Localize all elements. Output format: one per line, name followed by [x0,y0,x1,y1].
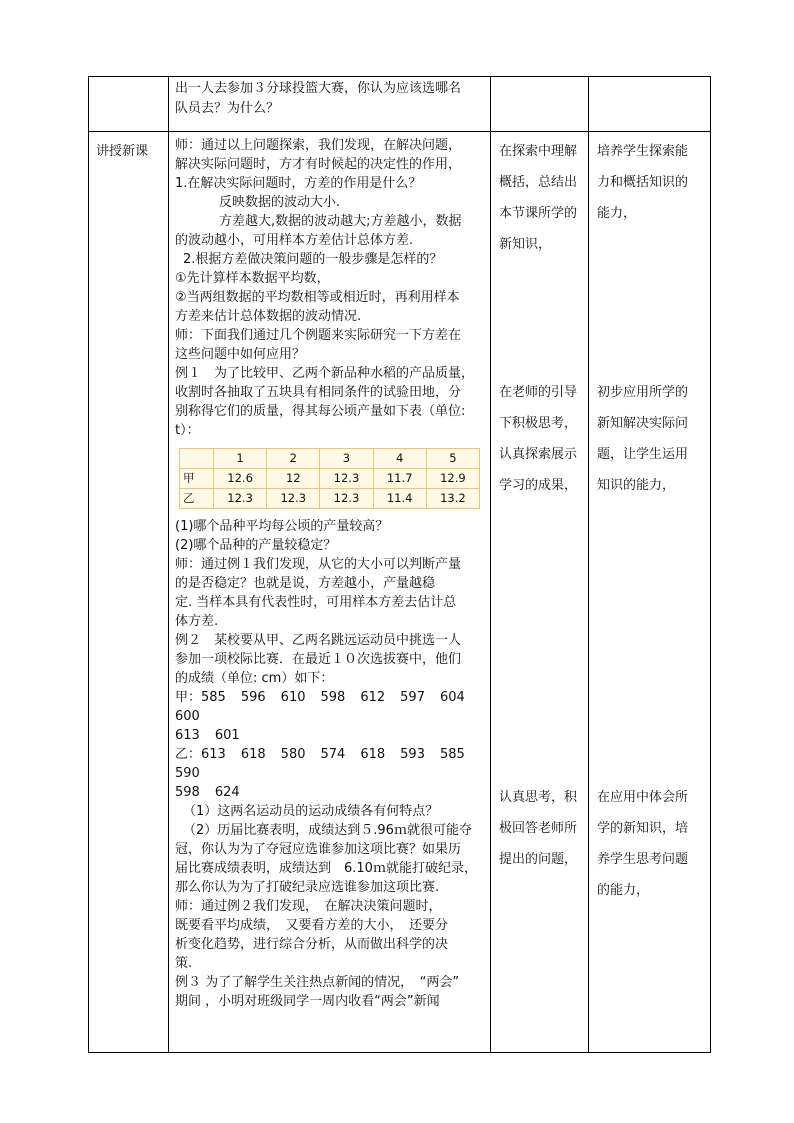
row-label: 甲 [180,469,214,489]
content-line: 例１ 为了比较甲、乙两个新品种水稻的产品质量， [175,366,475,381]
design-intent-cell [589,132,711,1053]
header-cell: 3 [320,449,373,469]
content-line: ①先计算样本数据平均数， [175,271,330,286]
stage-cell-empty [89,77,169,132]
content-line: 例３ 为了了解学生关注热点新闻的情况， “两会” [175,975,460,990]
content-line: 师：通过例１我们发现，从它的大小可以判断产量 [175,557,462,572]
athlete-label: 甲： [175,690,202,705]
activity-line: 提出的问题， [499,852,578,867]
yield-data-table [179,448,480,509]
content-line: 1.在解决实际问题时，方差的作用是什么？ [175,176,422,191]
activity-line: 本节课所学的 [499,206,578,221]
score: 610 [280,690,306,705]
content-line: 既要看平均成绩， 又要看方差的大小， 还要分 [175,918,449,933]
scores-jia-line-1 [175,688,485,726]
score: 618 [360,747,386,762]
intent-line: 培养学生探索能 [597,144,689,159]
activity-line: 极回答老师所 [499,821,578,836]
question-line: 冠，你认为为了夺冠应选谁参加这项比赛？如果历 [175,842,462,857]
question-line: 届比赛成绩表明，成绩达到 6.10ｍ就能打破纪录， [175,861,477,876]
yield-row-jia [180,469,480,489]
intent-line: 的能力， [597,883,650,898]
intent-line: 养学生思考问题 [597,852,689,867]
header-cell: 1 [214,449,267,469]
header-cell: 2 [267,449,320,469]
score: 580 [280,747,306,762]
scores-yi-line-1 [175,745,485,783]
score: 601 [214,728,240,743]
intent-line: 题，让学生运用 [597,447,689,462]
data-cell: 12.3 [267,489,320,509]
content-line: 师：通过以上问题探索，我们发现，在解决问题， [175,138,462,153]
content-line: (1)哪个品种平均每公顷的产量较高？ [175,519,389,534]
yield-header-row [180,449,480,469]
activity-line: 概括，总结出 [499,175,578,190]
intent-line: 在应用中体会所 [597,790,689,805]
content-line: (2)哪个品种的产量较稳定？ [175,538,337,553]
student-activity-block-3 [491,778,588,875]
activity-line: 认真探索展示 [499,447,578,462]
score: 597 [400,690,425,705]
data-cell: 12.3 [320,489,373,509]
student-activity-cell [491,132,589,1053]
stage-label: 讲授新课 [96,144,149,159]
activity-line: 在探索中理解 [499,144,578,159]
score: 618 [240,747,266,762]
question-line: 那么你认为为了打破纪录应选谁参加这项比赛. [175,880,440,895]
score: 598 [320,690,346,705]
activity-line: 认真思考，积 [499,790,578,805]
score: 624 [214,785,240,800]
content-line: 的成绩（单位: cm）如下： [175,671,334,686]
score: 613 [175,728,200,743]
activity-line: 学习的成果， [499,478,578,493]
content-line: 别称得它们的质量，得其每公顷产量如下表（单位: [175,404,466,419]
content-line: t）： [175,423,200,438]
intent-line: 能力， [597,206,637,221]
content-line: 参加一项校际比赛．在最近１０次选拔赛中，他们 [175,652,462,667]
header-cell: 5 [426,449,479,469]
score: 604 [439,690,465,705]
score: 613 [201,747,226,762]
stage-cell [89,132,169,1053]
score: 574 [320,747,346,762]
design-intent-block-3 [589,778,710,906]
question-line: （2）历届比赛表明，成绩达到５.96ｍ就很可能夺 [183,823,472,838]
answer-line: 的波动越小，可用样本方差估计总体方差. [175,233,414,248]
lesson-plan-table [88,76,711,1053]
student-activity-block-2 [491,373,588,501]
content-line: 期间 ，小明对班级同学一周内收看“两会”新闻 [175,994,440,1009]
content-line: 师：通过例２我们发现， 在解决决策问题时， [175,899,442,914]
content-line: 这些问题中如何应用？ [175,347,306,362]
content-line: 收割时各抽取了五块具有相同条件的试验田地，分 [175,385,462,400]
table-row-new-lesson [89,132,711,1053]
score: 585 [439,747,465,762]
design-intent-block-2 [589,373,710,501]
score: 585 [201,690,226,705]
content-line: 例２ 某校要从甲、乙两名跳远运动员中挑选一人 [175,633,462,648]
question-line: （1）这两名运动员的运动成绩各有何特点？ [183,804,439,819]
data-cell: 11.4 [373,489,426,509]
content-line: 析变化趋势，进行综合分析，从而做出科学的决 [175,937,449,952]
design-intent-block-1 [589,132,710,229]
content-cell [169,132,491,1053]
yield-row-yi [180,489,480,509]
answer-line: 方差越大,数据的波动越大;方差越小，数据 [219,214,462,229]
content-cell [169,77,491,132]
content-line: 方差来估计总体数据的波动情况. [175,309,362,324]
score: 596 [240,690,266,705]
student-activity-cell-empty [491,77,589,132]
score: 600 [175,709,200,724]
question-line: 2.根据方差做决策问题的一般步骤是怎样的？ [183,252,443,267]
score: 590 [175,766,200,781]
score: 598 [175,785,200,800]
content-line: 定. 当样本具有代表性时，可用样本方差去估计总 [175,595,457,610]
scores-jia-line-2 [175,726,485,745]
data-cell: 13.2 [426,489,479,509]
table-row-continued [89,77,711,132]
intent-line: 学的新知识，培 [597,821,689,836]
athlete-label: 乙： [175,747,202,762]
content-line: 体方差. [175,614,219,629]
answer-line: 反映数据的波动大小. [219,195,341,210]
intent-line: 知识的能力， [597,478,676,493]
data-cell: 12.3 [320,469,373,489]
content-line: 队员去？为什么？ [175,101,280,116]
content-line: ②当两组数据的平均数相等或相近时，再利用样本 [175,290,460,305]
content-line: 的是否稳定？也就是说，方差越小，产量越稳 [175,576,436,591]
score: 593 [400,747,425,762]
intent-line: 力和概括知识的 [597,175,689,190]
data-cell: 12.9 [426,469,479,489]
activity-line: 下积极思考， [499,416,578,431]
content-line: 出一人去参加３分球投篮大赛，你认为应该选哪名 [175,81,462,96]
scores-yi-line-2 [175,783,485,802]
data-cell: 12 [267,469,320,489]
content-line: 解决实际问题时，方才有时候起的决定性的作用， [175,157,462,172]
intent-line: 新知解决实际问 [597,416,689,431]
content-line: 师：下面我们通过几个例题来实际研究一下方差在 [175,328,462,343]
activity-line: 新知识， [499,237,552,252]
header-cell [180,449,214,469]
design-intent-cell-empty [589,77,711,132]
intent-line: 初步应用所学的 [597,385,689,400]
student-activity-block-1 [491,132,588,260]
score: 612 [360,690,386,705]
content-line: 策. [175,956,193,971]
header-cell: 4 [373,449,426,469]
data-cell: 11.7 [373,469,426,489]
data-cell: 12.6 [214,469,267,489]
data-cell: 12.3 [214,489,267,509]
row-label: 乙 [180,489,214,509]
activity-line: 在老师的引导 [499,385,578,400]
